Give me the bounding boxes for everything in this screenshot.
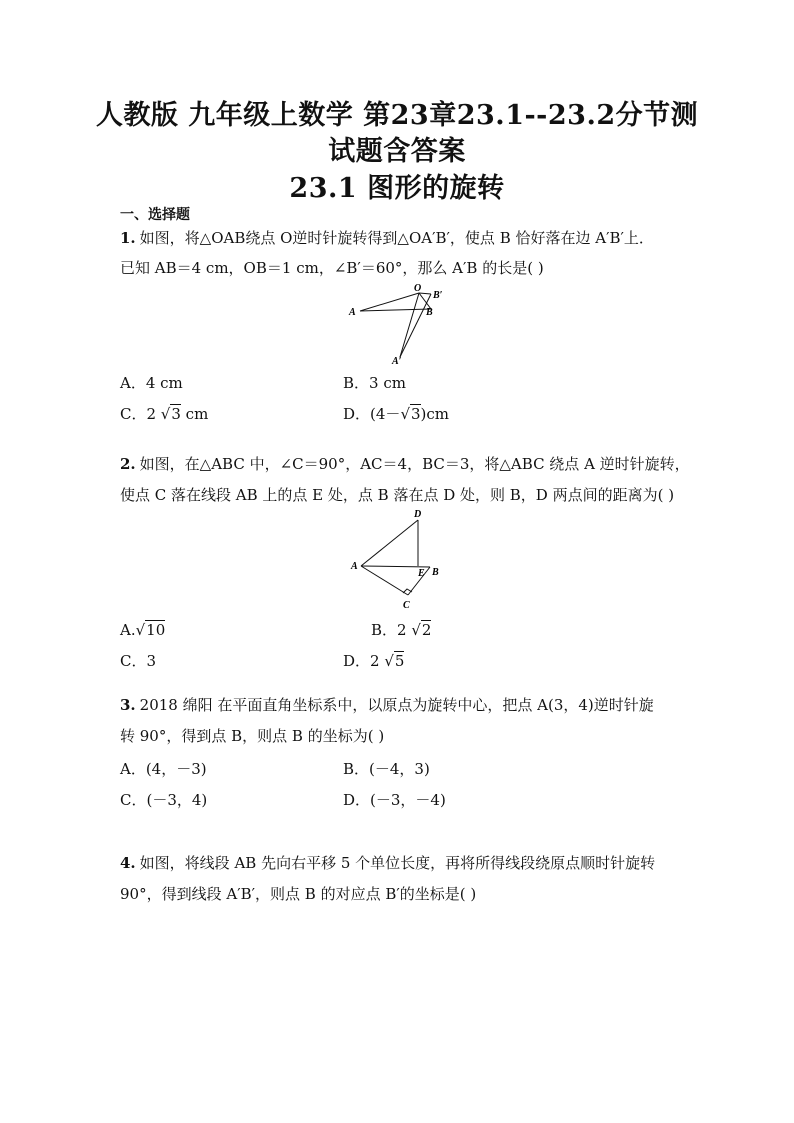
q3-option-b: B．(－4，3) [343,760,430,778]
q2-label-a: A [351,561,358,572]
question-2-line-2: 使点 C 落在线段 AB 上的点 E 处，点 B 落在点 D 处，则 B，D 两点间的距离为( ) [120,486,675,504]
q1-label-a-prime: A′ [392,356,402,367]
q1-label-a: A [349,307,356,318]
section-subtitle: 23.1 图形的旋转 [289,173,505,204]
question-2-text-1: 如图，在△ABC 中，∠C＝90°，AC＝4，BC＝3，将△ABC 绕点 A 逆时针旋转， [139,455,690,473]
q1-option-d-suffix: )cm [420,405,450,423]
question-2-line-1 [120,454,690,474]
q1-label-b: B [426,307,433,318]
q2-label-e: E [418,568,425,579]
q2-option-a-radicand: 10 [146,621,166,639]
q3-option-d: D．(－3，－4) [343,791,446,809]
q1-option-a: A．4 cm [120,374,183,392]
q1-label-b-prime: B′ [433,290,443,301]
q2-option-d: D．2 √5 [343,652,405,670]
q2-label-d: D [414,509,422,520]
q1-option-d: D．(4－√3)cm [343,405,450,423]
q1-option-c-prefix: C．2 [120,405,161,423]
question-1-line-2: 已知 AB＝4 cm，OB＝1 cm，∠B′＝60°，那么 A′B 的长是( ) [120,259,544,277]
q2-option-d-radicand: 5 [394,652,405,670]
q1-label-o: O [414,283,422,294]
section-heading: 一、选择题 [120,207,190,223]
q2-option-a-prefix: A. [120,621,136,639]
q1-option-b: B．3 cm [343,374,406,392]
q1-option-d-radicand: 3 [411,405,421,423]
q2-option-d-prefix: D．2 [343,652,385,670]
q2-option-c: C．3 [120,652,157,670]
q1-option-c: C．2 √3 cm [120,405,209,423]
q3-option-a: A．(4，－3) [120,760,207,778]
q2-option-a: A.√10 [120,621,166,639]
question-3-line-1 [120,695,654,715]
q3-option-c: C．(－3，4) [120,791,208,809]
question-1-number: 1. [120,229,136,247]
question-1-figure [340,282,450,368]
question-1-text-1: 如图，将△OAB绕点 O逆时针旋转得到△OA′B′，使点 B 恰好落在边 A′B′上． [139,229,654,247]
question-1-line-1 [120,228,654,248]
document-title-line2: 试题含答案 [328,136,466,167]
q1-option-d-prefix: D．(4－ [343,405,401,423]
q2-option-b-prefix: B．2 [371,621,412,639]
question-3-text-1: 2018 绵阳 在平面直角坐标系中，以原点为旋转中心，把点 A(3，4)逆时针旋 [139,696,654,714]
q2-label-b: B [432,567,439,578]
q1-option-c-radicand: 3 [171,405,181,423]
document-title-line1: 人教版 九年级上数学 第23章23.1--23.2分节测 [95,100,699,131]
question-3-number: 3. [120,696,136,714]
question-2-number: 2. [120,455,136,473]
question-3-line-2: 转 90°，得到点 B，则点 B 的坐标为( ) [120,727,385,745]
q2-option-b: B．2 √2 [371,621,432,639]
question-4-line-1 [120,853,655,873]
question-4-line-2: 90°，得到线段 A′B′，则点 B 的对应点 B′的坐标是( ) [120,885,477,903]
question-4-number: 4. [120,854,136,872]
question-2-figure [345,505,445,615]
question-4-text-1: 如图，将线段 AB 先向右平移 5 个单位长度，再将所得线段绕原点顺时针旋转 [139,854,656,872]
q1-option-c-suffix: cm [180,405,209,423]
q2-label-c: C [403,600,410,611]
q2-option-b-radicand: 2 [421,621,432,639]
